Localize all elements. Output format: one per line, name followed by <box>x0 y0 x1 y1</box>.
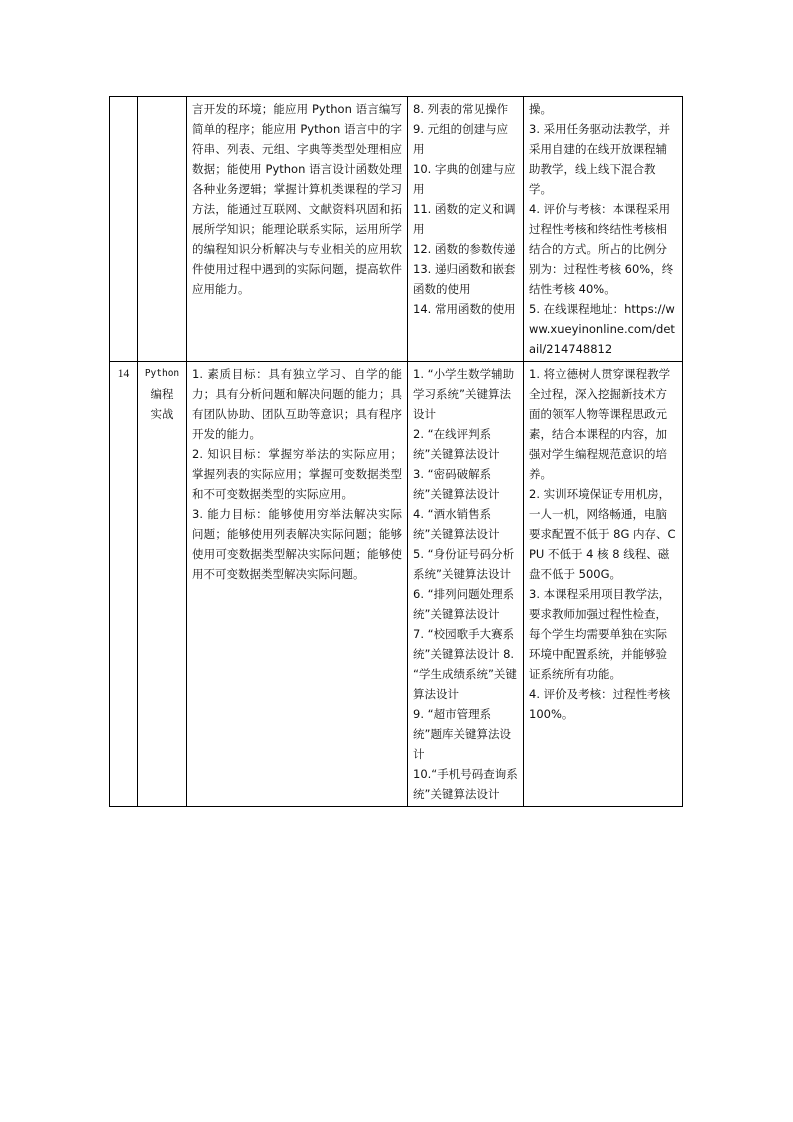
course-table <box>109 96 683 807</box>
requirement-item: 4. 评价及考核：过程性考核 100%。 <box>529 687 671 721</box>
course-content-cell <box>408 97 524 362</box>
requirement-item: 4. 评价与考核：本课程采用过程性考核和终结性考核相结合的方式。所占的比例分别为：过程性考核 60%，终结性考核 40%。 <box>529 202 674 296</box>
requirement-item: 2. 实训环境保证专用机房，一人一机，网络畅通，电脑要求配置不低于 8G 内存、CPU 不低于 4 核 8 线程、磁盘不低于 500G。 <box>529 487 676 581</box>
teaching-requirements-cell <box>524 362 683 807</box>
content-item: 6. “排列问题处理系统”关键算法设计 <box>413 587 515 621</box>
course-name-line: 编程 <box>150 387 174 401</box>
content-item: 4. “酒水销售系统”关键算法设计 <box>413 507 500 541</box>
content-item: 9. 元组的创建与应用 <box>413 122 509 156</box>
content-item: 2. “在线评判系统”关键算法设计 <box>413 427 500 461</box>
course-name-cell <box>138 362 187 807</box>
requirement-item: 3. 采用任务驱动法教学，并采用自建的在线开放课程辅助教学，线上线下混合教学。 <box>529 122 671 196</box>
content-item: 7. “校园歌手大赛系统”关键算法设计 8. “学生成绩系统”关键算法设计 <box>413 627 517 701</box>
content-item: 1. “小学生数学辅助学习系统”关键算法设计 <box>413 367 515 421</box>
content-item: 3. “密码破解系统”关键算法设计 <box>413 467 500 501</box>
course-name-line: Python <box>144 368 180 379</box>
requirement-item: 1. 将立德树人贯穿课程教学全过程，深入挖掘新技术方面的领军人物等课程思政元素，结合本课程的内容，加强对学生编程规范意识的培养。 <box>529 367 671 481</box>
course-content-cell <box>408 362 524 807</box>
course-goals-cell: 言开发的环境；能应用 Python 语言编写简单的程序；能应用 Python 语言中的字符串、列表、元组、字典等类型处理相应数据；能使用 Python 语言设计函数处理各种业务逻辑；掌握计算机类课程的学习方法，能通过互联网、文献资料巩固和拓展所学知识；能理论联系实际，运用所学的编程知识分析解决与专业相关的应用软件使用过程中遇到的实际问题，提高软件应用能力。 <box>187 97 408 362</box>
row-number-cell: 14 <box>110 362 138 807</box>
content-item: 8. 列表的常见操作 <box>413 102 509 116</box>
content-item: 11. 函数的定义和调用 <box>413 202 516 236</box>
requirement-item: 3. 本课程采用项目教学法，要求教师加强过程性检查，每个学生均需要单独在实际环境中配置系统，并能够验证系统所有功能。 <box>529 587 671 681</box>
course-name-cell <box>138 97 187 362</box>
content-item: 14. 常用函数的使用 <box>413 302 516 316</box>
course-name-line: 实战 <box>150 407 174 421</box>
requirement-item: 5. 在线课程地址：https://www.xueyinonline.com/detail/214748812 <box>529 302 675 356</box>
content-item: 10. 字典的创建与应用 <box>413 162 516 196</box>
course-goals-cell: 1. 素质目标：具有独立学习、自学的能力；具有分析问题和解决问题的能力；具有团队协助、团队互助等意识；具有程序开发的能力。 2. 知识目标：掌握穷举法的实际应用；掌握列表的实际应用；掌握可变数据类型和不可变数据类型的实际应用。 3. 能力目标：能够使用穷举法解决实际问题；能够使用列表解决实际问题；能够使用可变数据类型解决实际问题；能够使用不可变数据类型解决实际问题。 <box>187 362 408 807</box>
content-item: 5. “身份证号码分析系统”关键算法设计 <box>413 547 515 581</box>
table-row <box>110 362 683 807</box>
table-row <box>110 97 683 362</box>
requirement-item: 操。 <box>529 102 552 116</box>
teaching-requirements-cell <box>524 97 683 362</box>
content-item: 13. 递归函数和嵌套函数的使用 <box>413 262 516 296</box>
content-item: 12. 函数的参数传递 <box>413 242 516 256</box>
row-number-cell <box>110 97 138 362</box>
content-item: 9. “超市管理系统”题库关键算法设计 <box>413 707 511 761</box>
content-item: 10.“手机号码查询系统”关键算法设计 <box>413 767 518 801</box>
